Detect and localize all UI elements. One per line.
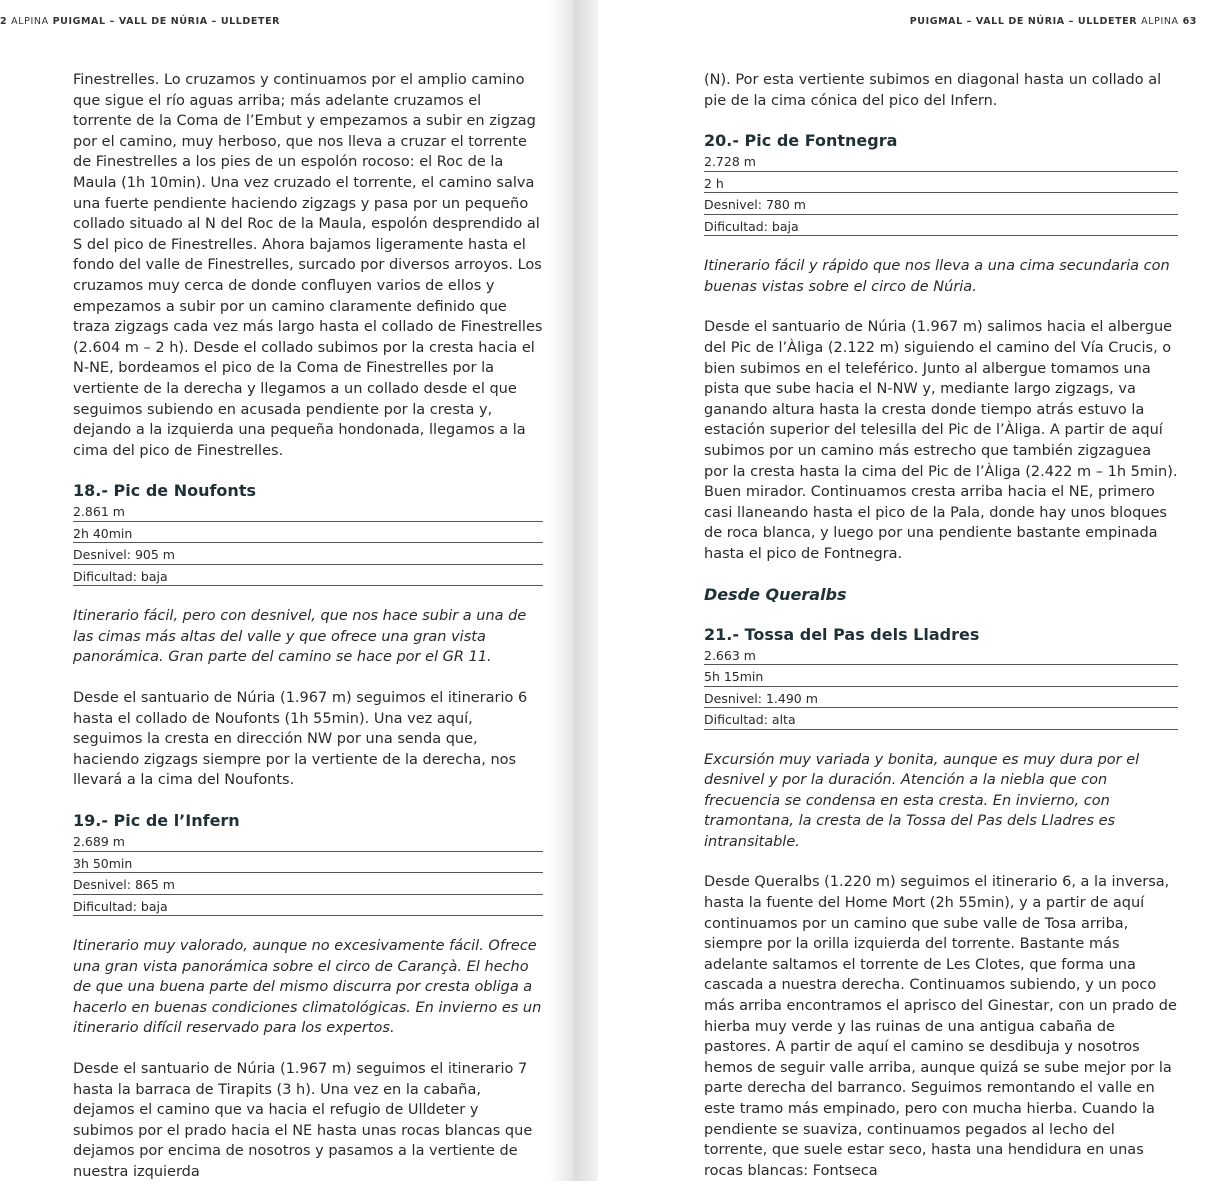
route-18-stats — [73, 503, 543, 586]
left-page — [0, 0, 555, 1181]
route-18-body: Desde el santuario de Núria (1.967 m) seguimos el itinerario 6 hasta el collado de Noufonts (1h 55min). Una vez aquí, seguimos la cresta en dirección NW por una senda que, haciendo zigzags siempre por la vertiente de la derecha, nos llevará a la cima del Noufonts. — [73, 690, 528, 789]
left-header-title: PUIGMAL – VALL DE NÚRIA – ULLDETER — [52, 16, 281, 27]
route-21-stats — [704, 647, 1178, 730]
route-18-difficulty: Dificultad: baja — [73, 568, 543, 587]
right-running-header — [910, 16, 1197, 27]
route-18-intro: Itinerario fácil, pero con desnivel, que nos hace subir a una de las cimas más altas del valle y que ofrece una gran vista panorámica. Gran parte del camino se hace por el GR 11. — [73, 608, 527, 666]
right-opening-paragraph: (N). Por esta vertiente subimos en diagonal hasta un collado al pie de la cima cónica del pico del Infern. — [704, 72, 1162, 109]
route-19-stats — [73, 833, 543, 916]
route-21-difficulty: Dificultad: alta — [704, 711, 1178, 730]
left-opening-paragraph: Finestrelles. Lo cruzamos y continuamos por el amplio camino que sigue el río aguas arriba; más adelante cruzamos el torrente de la Coma de l’Embut y empezamos a subir en zigzag por el camino, muy herboso, que nos lleva a cruzar el torrente de Finestrelles a los pies de un espolón rocoso: el Roc de la Maula (1h 10min). Una vez cruzado el torrente, el camino salva una fuerte pendiente haciendo zigzags y pasa por un pequeño collado situado al N del Roc de la Maula, espolón desprendido al S del pico de Finestrelles. Ahora bajamos ligeramente hasta el fondo del valle de Finestrelles, surcado por diversos arroyos. Los cruzamos muy cerca de donde confluyen varios de ellos y empezamos a subir por un camino claramente definido que traza zigzags cada vez más largo hasta el collado de Finestrelles (2.604 m – 2 h). Desde el collado subimos por la cresta hacia el N-NE, bordeamos el pico de la Coma de Finestrelles por la vertiente de la derecha y llegamos a un collado desde el que seguimos subiendo en acusada pendiente por la cresta y, dejando a la izquierda una pequeña hondonada, llegamos a la cima del pico de Finestrelles. — [73, 72, 543, 459]
route-19-difficulty: Dificultad: baja — [73, 898, 543, 917]
right-page-number: 63 — [1182, 16, 1197, 27]
left-running-header — [0, 16, 280, 27]
section-heading-queralbs: Desde Queralbs — [704, 584, 847, 604]
route-18-altitude: 2.861 m — [73, 503, 543, 522]
route-21-intro: Excursión muy variada y bonita, aunque es muy dura por el desnivel y por la duración. Atención a la niebla que con frecuencia se condensa en esta cresta. En invierno, con tramontana, la cresta de la Tossa del Pas dels Lladres es intransitable. — [704, 751, 1140, 850]
route-20-duration: 2 h — [704, 175, 1178, 194]
route-20-body: Desde el santuario de Núria (1.967 m) salimos hacia el albergue del Pic de l’Àliga (2.122 m) siguiendo el camino del Vía Crucis, o bien subimos en el teleférico. Junto al albergue tomamos una pista que sube hacia el N-NW y, mediante largo zigzags, va ganando altura hasta la cresta donde tiempo atrás estuvo la estación superior del telesilla del Pic de l’Àliga. A partir de aquí subimos por un camino más estrecho que también zigzaguea por la cresta hasta la cima del Pic de l’Àliga (2.422 m – 1h 5min). Buen mirador. Continuamos cresta arriba hacia el NE, primero casi llaneando hasta el pico de la Pala, donde hay unos bloques de roca blanca, y luego por una pendiente bastante empinada hasta el pico de Fontnegra. — [704, 319, 1178, 562]
route-19-title: 19.- Pic de l’Infern — [73, 811, 240, 831]
route-19-intro: Itinerario muy valorado, aunque no excesivamente fácil. Ofrece una gran vista panorámica sobre el circo de Carançà. El hecho de que una buena parte del mismo discurra por cresta obliga a hacerlo en buenas condiciones climatológicas. En invierno es un itinerario difícil reservado para los expertos. — [73, 938, 542, 1037]
left-series-label: ALPINA — [11, 16, 49, 27]
route-18-title: 18.- Pic de Noufonts — [73, 481, 256, 501]
route-20-altitude: 2.728 m — [704, 153, 1178, 172]
left-text-column — [73, 70, 543, 1203]
right-header-title: PUIGMAL – VALL DE NÚRIA – ULLDETER — [909, 16, 1138, 27]
route-19-body: Desde el santuario de Núria (1.967 m) seguimos el itinerario 7 hasta la barraca de Tirapits (3 h). Una vez en la cabaña, dejamos el camino que va hacia el refugio de Ulldeter y subimos por el prado hacia el NE hasta unas rocas blancas que dejamos por encima de nosotros y pasamos a la vertiente de nuestra izquierda — [73, 1061, 533, 1180]
right-series-label: ALPINA — [1141, 16, 1179, 27]
route-20-stats — [704, 153, 1178, 236]
route-21-body: Desde Queralbs (1.220 m) seguimos el itinerario 6, a la inversa, hasta la fuente del Home Mort (2h 55min), y a partir de aquí continuamos por un camino que sube valle de Tosa arriba, siempre por la orilla izquierda del torrente. Bastante más adelante saltamos el torrente de Les Clotes, que forma una cascada a nuestra derecha. Continuamos subiendo, y un poco más arriba encontramos el aprisco del Ginestar, con un prado de hierba muy verde y las ruinas de una antigua cabaña de pastores. A partir de aquí el camino se desdibuja y nosotros hemos de seguir valle arriba, aunque quizá se sube mejor por la parte derecha del barranco. Seguimos remontando el valle en este tramo más empinado, pero con mucha hierba. Cuando la pendiente se suaviza, continuamos pegados al lecho del torrente, que suele estar seco, hasta una hendidura en unas rocas blancas: Fontseca — [704, 874, 1177, 1179]
route-21-elevation: Desnivel: 1.490 m — [704, 690, 1178, 709]
route-21-duration: 5h 15min — [704, 668, 1178, 687]
route-19-elevation: Desnivel: 865 m — [73, 876, 543, 895]
route-20-elevation: Desnivel: 780 m — [704, 196, 1178, 215]
book-gutter — [548, 0, 598, 1181]
route-18-duration: 2h 40min — [73, 525, 543, 544]
route-20-title: 20.- Pic de Fontnegra — [704, 131, 898, 151]
route-20-intro: Itinerario fácil y rápido que nos lleva a una cima secundaria con buenas vistas sobre el circo de Núria. — [704, 258, 1170, 295]
right-page — [598, 0, 1211, 1181]
route-19-altitude: 2.689 m — [73, 833, 543, 852]
route-21-title: 21.- Tossa del Pas dels Lladres — [704, 624, 980, 644]
route-18-elevation: Desnivel: 905 m — [73, 546, 543, 565]
right-text-column — [704, 70, 1178, 1201]
route-21-altitude: 2.663 m — [704, 647, 1178, 666]
left-page-number: 2 — [0, 16, 8, 27]
route-20-difficulty: Dificultad: baja — [704, 218, 1178, 237]
route-19-duration: 3h 50min — [73, 855, 543, 874]
